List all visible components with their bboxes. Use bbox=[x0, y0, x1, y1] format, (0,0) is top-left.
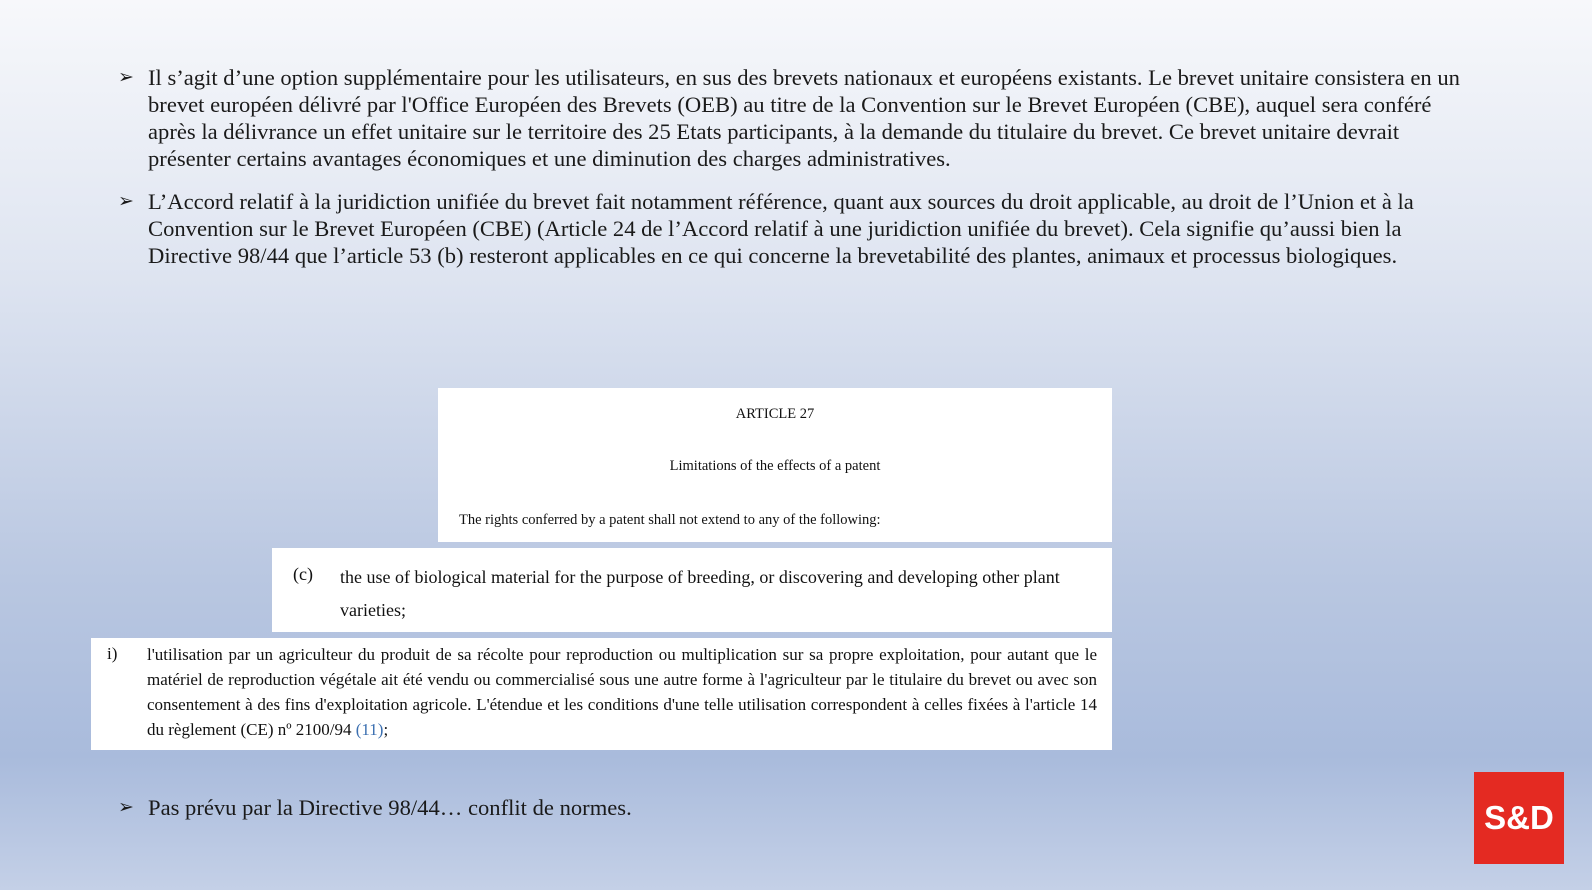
article-27-excerpt bbox=[438, 388, 1112, 542]
bullet-item bbox=[118, 64, 1478, 172]
s-and-d-logo: S&D bbox=[1474, 772, 1564, 864]
bullet-text: L’Accord relatif à la juridiction unifiée du brevet fait notamment référence, quant aux sources du droit applicable, au droit de l’Union et à la Convention sur le Brevet Européen (CBE) (Article 24 de l’Accord relatif à une juridiction unifiée du brevet). Cela signifie qu’aussi bien la Directive 98/44 que l’article 53 (b) resteront applicables en ce qui concerne la brevetabilité des plantes, animaux et processus biologiques. bbox=[148, 189, 1414, 268]
clause-c-label: (c) bbox=[293, 564, 313, 584]
bullet-list bbox=[118, 64, 1478, 285]
arrow-bullet-icon: ➢ bbox=[118, 66, 134, 88]
bullet-item bbox=[118, 188, 1478, 269]
article-title: ARTICLE 27 bbox=[735, 406, 815, 422]
arrow-bullet-icon: ➢ bbox=[118, 190, 134, 212]
article-subtitle: Limitations of the effects of a patent bbox=[669, 458, 881, 474]
clause-i-excerpt bbox=[91, 638, 1112, 750]
arrow-bullet-icon: ➢ bbox=[118, 796, 134, 818]
clause-i-end: ; bbox=[383, 720, 389, 739]
bullet-text: Il s’agit d’une option supplémentaire pour les utilisateurs, en sus des brevets nationaux et européens existants. Le brevet unitaire consistera en un brevet européen délivré par l'Office Européen des Brevets (OEB) au titre de la Convention sur le Brevet Européen (CBE), auquel sera conféré après la délivrance un effet unitaire sur le territoire des 25 Etats participants, à la demande du titulaire du brevet. Ce brevet unitaire devrait présenter certains avantages économiques et une diminution des charges administratives. bbox=[148, 65, 1460, 171]
clause-i-label: i) bbox=[107, 644, 118, 663]
footnote-reference-link[interactable]: (11) bbox=[355, 720, 384, 739]
clause-c-text: the use of biological material for the purpose of breeding, or discovering and developing other plant varieties; bbox=[340, 567, 1060, 620]
bullet-text: Pas prévu par la Directive 98/44… conflit de normes. bbox=[148, 795, 632, 820]
clause-c-excerpt bbox=[272, 548, 1112, 632]
clause-i-body: l'utilisation par un agriculteur du produit de sa récolte pour reproduction ou multiplication sur sa propre exploitation, pour autant que le matériel de reproduction végétale ait été vendu ou commercialisé sous une autre forme à l'agriculteur par le titulaire du brevet ou avec son consentement à des fins d'exploitation agricole. L'étendue et les conditions d'une telle utilisation correspondent à celles fixées à l'article 14 du règlement (CE) nº 2100/94 bbox=[147, 645, 1097, 739]
clause-i-text bbox=[147, 642, 1097, 742]
last-bullet-item bbox=[118, 794, 632, 821]
article-rights-text: The rights conferred by a patent shall not extend to any of the following: bbox=[459, 512, 881, 528]
